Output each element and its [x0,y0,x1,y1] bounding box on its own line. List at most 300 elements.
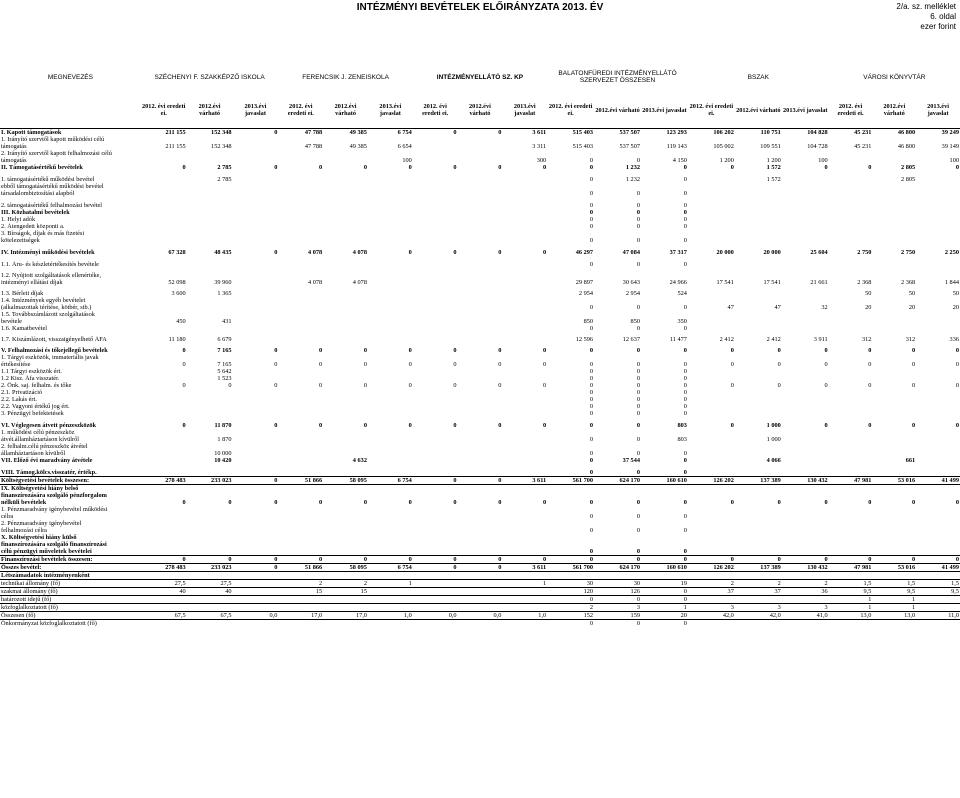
row-value [458,150,503,157]
row-value [688,237,735,244]
row-label: Összesen (fő) [0,611,141,619]
row-value [458,202,503,209]
row-value [187,202,233,209]
row-value: 40 [187,587,233,595]
row-value [413,272,458,279]
row-value [278,311,323,318]
row-value [641,429,688,436]
row-value [413,223,458,230]
row-value [323,534,368,541]
row-value [368,571,413,579]
row-value: 39 960 [214,278,232,286]
row-value: 3 311 [532,142,547,150]
row-value: 0 [868,381,872,389]
row-value: 0 [868,163,872,171]
table-row [0,223,960,230]
header-ferencsik: FERENCSIK J. ZENEISKOLA [302,73,389,81]
row-label: 1.5. Továbbszámlázott szolgáltatások [1,310,95,318]
row-value [688,484,735,492]
row-value [594,520,641,527]
row-value [688,527,735,534]
row-value [829,527,873,534]
row-value: 0 [683,324,687,332]
row-value [458,368,503,375]
row-value [829,389,873,396]
row-value: 0 [683,346,687,354]
row-value [368,436,413,443]
row-value: 53 016 [872,476,916,484]
row-value: 20 [641,611,688,619]
row-value [458,237,503,244]
row-value: 0 [683,189,687,197]
row-value: 0 [636,449,640,457]
row-value [278,304,323,311]
row-value [916,410,960,417]
table-row [0,429,960,436]
row-value: 0 [683,388,687,396]
row-value [782,436,829,443]
row-value [141,548,187,556]
row-label: VII. Előző évi maradvány átvétele [1,456,93,464]
row-value: 0 [458,128,503,136]
row-value: 30 643 [622,278,640,286]
row-value: 2 750 [857,248,872,256]
row-value [187,541,233,548]
row-value [458,619,503,627]
row-value: 0 [233,476,279,484]
row-value [829,223,873,230]
table-row [0,279,960,286]
row-value: 0 [589,360,594,368]
row-value: 6 654 [397,142,412,150]
row-value: 0 [730,498,734,506]
row-value: 6 679 [217,335,232,343]
row-value [502,443,547,450]
row-value [141,136,187,143]
row-label: Létszámadatok intézményenként [0,571,141,579]
row-value [547,354,594,361]
row-label: Összes bevétel: [0,563,141,571]
row-value: 0 [543,248,547,256]
row-value [323,527,368,534]
row-value: 0 [636,421,640,429]
row-value [413,261,458,268]
row-value [502,548,547,556]
table-row [0,311,960,318]
row-value: 0 [319,346,323,354]
row-value [413,520,458,527]
row-value [829,136,873,143]
row-value [829,548,873,556]
row-value [187,492,233,499]
row-value: 2 785 [217,175,232,183]
row-value [187,520,233,527]
row-label: 2. Irányító szervtől kapott felhalmozási célú [1,149,112,157]
row-value [829,202,873,209]
row-value [916,548,960,556]
row-value [233,443,279,450]
row-value [916,603,960,611]
row-value: 515 403 [547,128,594,136]
row-value [782,520,829,527]
row-value: 0 [589,303,594,311]
row-value [141,325,187,332]
row-value: 0 [319,163,323,171]
row-value: 1,5 [829,579,873,587]
row-value [782,450,829,457]
row-value [641,443,688,450]
row-value [782,272,829,279]
row-value: 0 [453,498,457,506]
row-value: 0 [408,163,412,171]
row-value [278,457,323,464]
row-value [872,325,916,332]
row-value: 0 [543,421,547,429]
period-header: 2012.évi várható [198,103,221,117]
row-value [502,237,547,244]
row-value [782,534,829,541]
row-value: 0 [636,189,640,197]
row-value [368,520,413,527]
row-value [368,202,413,209]
row-value [916,484,960,492]
row-value [278,354,323,361]
table-row [0,403,960,410]
row-value [872,190,916,197]
table-row [0,336,960,343]
row-value [278,571,323,579]
row-value [872,368,916,375]
row-value [872,216,916,223]
row-value [502,190,547,197]
row-value: 126 202 [688,476,735,484]
row-value: 0 [408,421,412,429]
row-value [233,410,279,417]
header-bszak: BSZAK [747,73,769,81]
row-value: 3 611 [502,128,547,136]
row-value [141,595,187,603]
row-value: 0 [274,360,278,368]
row-value: 29 897 [575,278,594,286]
row-value: 2 368 [900,278,916,286]
row-value [187,311,233,318]
row-value: 3 600 [171,289,186,297]
row-value [502,450,547,457]
table-row [0,450,960,457]
row-value [368,368,413,375]
row-value: 312 [905,335,916,343]
row-value [829,311,873,318]
header-intezmenyellato: INTÉZMÉNYELLÁTÓ SZ. KP [436,73,524,81]
row-value [141,202,187,209]
row-value [413,603,458,611]
row-value [782,443,829,450]
row-value [278,389,323,396]
row-value: 0 [589,201,594,209]
table-row [0,520,960,527]
row-value [413,176,458,183]
table-row [0,579,960,587]
row-value [916,619,960,627]
table-row [0,128,960,136]
row-value: 0 [233,563,279,571]
row-value [458,443,503,450]
row-value [916,403,960,410]
row-value [735,311,782,318]
row-value: 67,5 [187,611,233,619]
row-value [141,223,187,230]
row-value [688,318,735,325]
row-value [829,325,873,332]
row-label: 1. Irányító szervtől kapott működési célú [1,135,105,143]
row-label: 2. támogatásértékű felhalmozási bevétel [1,201,103,209]
row-value [141,157,187,164]
row-value [323,354,368,361]
table-row [0,571,960,579]
row-value [368,176,413,183]
row-value [233,209,279,216]
row-value [829,176,873,183]
row-value [502,436,547,443]
row-label: célú pénzügyi műveletek bevételei [1,547,92,555]
row-label: 1.4. Intézmények egyéb bevételei [1,296,86,304]
row-value [413,492,458,499]
row-value [872,202,916,209]
row-value [323,603,368,611]
row-value [641,484,688,492]
row-label: 2.1. Privatizáció [1,388,43,396]
row-value [278,527,323,534]
row-value [916,506,960,513]
row-value [916,520,960,527]
row-value [916,202,960,209]
period-header: 2013.évi javaslat [642,106,687,114]
row-value: 515 403 [572,142,594,150]
table-row [0,290,960,297]
row-value [458,457,503,464]
row-value [872,311,916,318]
row-label: ebből támogatásértékű működési bevétel [1,182,104,190]
row-value [323,403,368,410]
row-value: 49 385 [323,128,368,136]
row-value [323,290,368,297]
row-value [872,548,916,556]
row-label: szakmai állomány (fő) [0,587,141,595]
row-value [323,506,368,513]
period-header: 2012. évi eredeti ei. [837,103,864,117]
row-value [278,603,323,611]
row-value [502,272,547,279]
row-value [688,209,735,216]
row-value [735,223,782,230]
row-value [233,571,279,579]
row-value: 561 700 [547,476,594,484]
table-row [0,237,960,244]
row-value [502,571,547,579]
row-value [233,603,279,611]
row-value [782,410,829,417]
row-value [916,396,960,403]
row-value [368,336,413,343]
row-label: közfoglalkoztatott (fő) [0,603,141,611]
row-value [782,492,829,499]
row-label: 1. támogatásértékű működési bevétel [1,175,95,183]
row-value [916,183,960,190]
row-value: 0 [274,498,278,506]
row-value [641,354,688,361]
row-value [233,237,279,244]
row-value: 0 [636,156,640,164]
row-value [502,202,547,209]
row-label: támogatás [1,142,27,150]
row-value: 0 [641,587,688,595]
row-value: 20 000 [716,248,734,256]
row-value [368,237,413,244]
row-value: 0 [824,346,828,354]
row-value [323,304,368,311]
row-value: 0 [368,555,413,563]
row-value: 0 [408,248,412,256]
row-value [735,443,782,450]
row-value [735,403,782,410]
row-value [368,534,413,541]
row-value: 0 [829,555,873,563]
row-value [502,230,547,237]
row-label: 1. Pénzmaradvány igénybevétel működési [1,505,108,513]
row-value: 0 [636,381,640,389]
row-value [413,396,458,403]
row-value: 1 232 [625,175,640,183]
row-value [323,216,368,223]
row-value [872,375,916,382]
row-value: 2 785 [217,163,232,171]
row-value: 0 [868,346,872,354]
row-value: 0 [589,395,594,403]
row-value: 0 [458,563,503,571]
row-value: 1 [829,603,873,611]
row-value [278,261,323,268]
row-value [368,354,413,361]
row-value [278,297,323,304]
row-value [413,136,458,143]
period-header: 2012. évi eredeti ei. [287,103,314,117]
row-value [413,513,458,520]
row-value [782,389,829,396]
row-value: 2 954 [625,289,640,297]
row-value [187,183,233,190]
row-value [368,527,413,534]
row-label: I. Kapott támogatások [0,128,141,136]
row-value: 2 412 [766,335,781,343]
row-value [323,520,368,527]
row-value: 27,5 [187,579,233,587]
row-value [829,318,873,325]
row-value [916,492,960,499]
row-value: 0 [683,163,687,171]
row-label: 2.2. Lakás ért. [1,395,37,403]
row-value: 211 155 [141,128,187,136]
row-value [187,136,233,143]
row-value [323,443,368,450]
row-value [547,297,594,304]
row-value: 0 [955,360,959,368]
row-value: 0 [683,395,687,403]
row-value [413,157,458,164]
row-value [458,318,503,325]
row-value: 2 750 [900,248,916,256]
row-value [368,230,413,237]
row-value: 0 [872,555,916,563]
row-value: 0,0 [233,611,279,619]
row-value: 0 [683,367,687,375]
row-value [368,457,413,464]
row-value: 233 023 [187,563,233,571]
row-value: 110 751 [735,128,782,136]
row-value [735,216,782,223]
row-value [458,230,503,237]
row-value [872,183,916,190]
row-value: 0 [589,163,594,171]
row-value [782,571,829,579]
row-value [872,150,916,157]
row-value [872,527,916,534]
row-label: X. Költségvetési hiány külső [1,533,77,541]
row-value [782,261,829,268]
row-value [782,297,829,304]
table-row [0,410,960,417]
row-value [187,354,233,361]
row-value [413,202,458,209]
row-value: 9,5 [829,587,873,595]
row-value [458,492,503,499]
row-value: 0 [182,381,186,389]
row-label: finanszírozására szolgáló pénzforgalom [1,491,107,499]
row-value [688,520,735,527]
row-value [368,290,413,297]
row-value: 15 [323,587,368,595]
row-value [458,527,503,534]
row-value: 30 [594,579,641,587]
table-row [0,436,960,443]
row-value: 0 [636,374,640,382]
table-row [0,157,960,164]
row-value [323,513,368,520]
row-value [323,136,368,143]
row-value [141,469,187,477]
row-label: átvét.államháztartáson kívülről [1,435,79,443]
row-value [735,318,782,325]
row-value: 12 637 [622,335,640,343]
row-value: 1,5 [916,579,960,587]
row-value [782,176,829,183]
row-value [413,375,458,382]
row-value [368,318,413,325]
row-value: 13,0 [829,611,873,619]
page-number: 6. oldal [930,12,956,21]
row-value [368,272,413,279]
row-value: 0 [363,346,367,354]
row-value [735,230,782,237]
row-value [829,513,873,520]
row-label: 3. Pénzügyi befektetések [1,409,64,417]
row-value: 1 [502,579,547,587]
row-value [233,290,279,297]
row-value [872,354,916,361]
row-value [782,368,829,375]
row-value [458,506,503,513]
table-row [0,150,960,157]
row-value [187,396,233,403]
